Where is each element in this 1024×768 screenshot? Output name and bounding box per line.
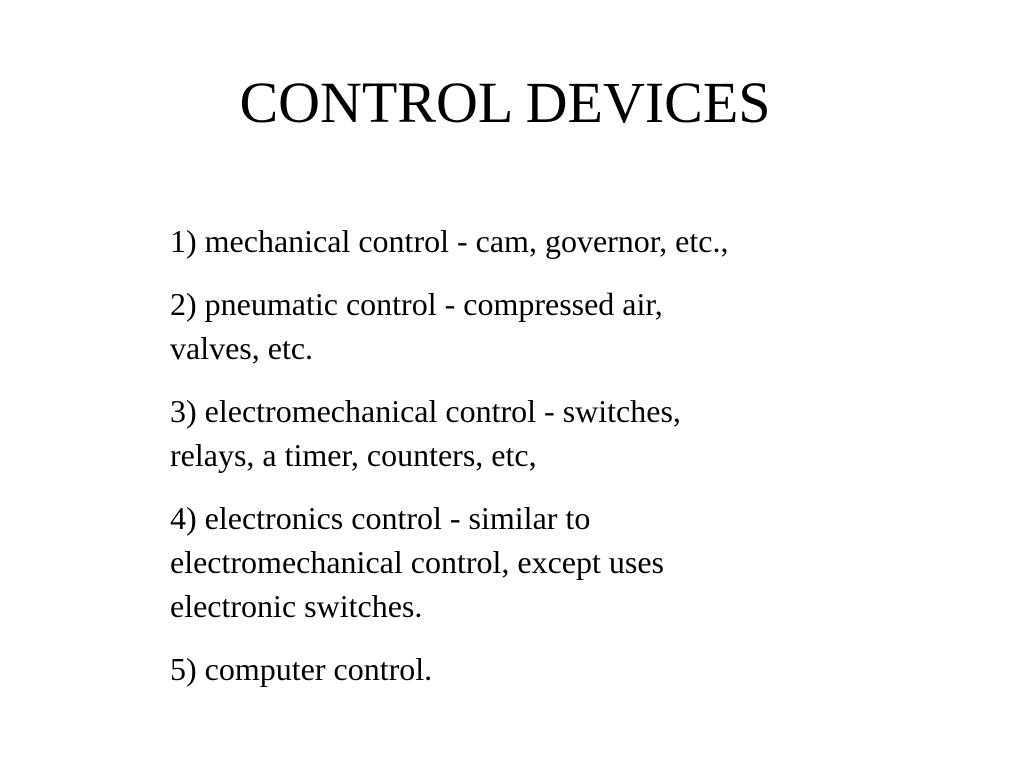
control-devices-list (170, 219, 890, 691)
list-item-electromechanical-control (170, 389, 890, 477)
list-item-line: 2) pneumatic control - compressed air, (170, 286, 663, 322)
list-item-line: electromechanical control, except uses (170, 544, 664, 580)
list-item-line: 1) mechanical control - cam, governor, etc., (170, 223, 729, 259)
list-item-line: electronic switches. (170, 588, 423, 624)
list-item-mechanical-control (170, 219, 890, 263)
list-item-line: valves, etc. (170, 330, 314, 366)
list-item-line: 3) electromechanical control - switches, (170, 393, 681, 429)
list-item-line: 5) computer control. (170, 651, 433, 687)
list-item-electronics-control (170, 496, 890, 628)
list-item-pneumatic-control (170, 282, 890, 370)
slide-title: CONTROL DEVICES (239, 70, 771, 135)
list-item-computer-control (170, 647, 890, 691)
list-item-line: 4) electronics control - similar to (170, 500, 591, 536)
list-item-line: relays, a timer, counters, etc, (170, 437, 537, 473)
